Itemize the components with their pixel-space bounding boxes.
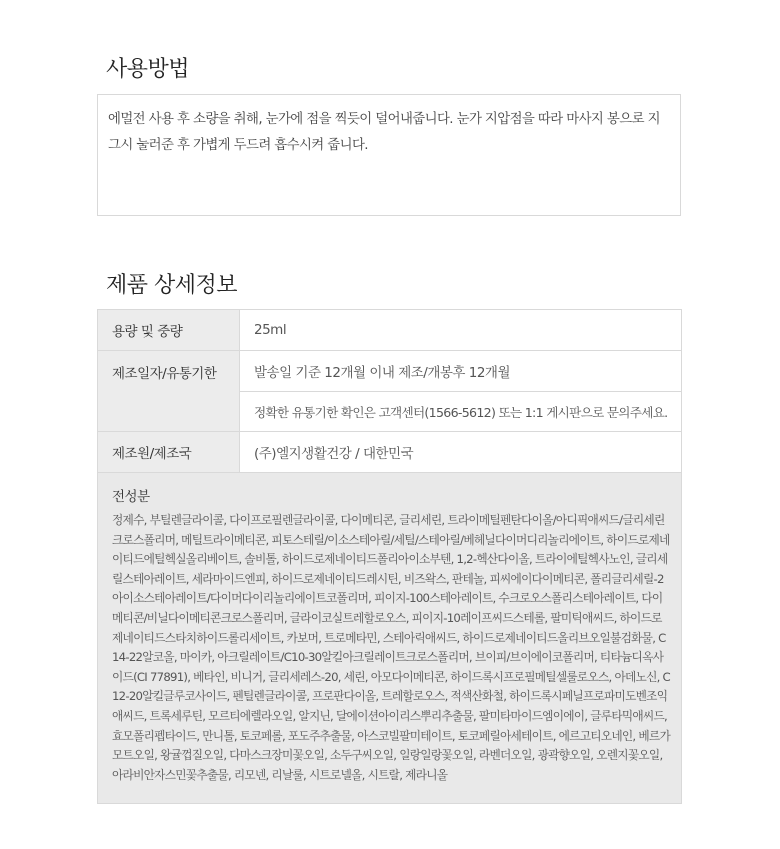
ingredients-block [98,473,681,803]
row-value [240,432,681,472]
value-line: 정확한 유통기한 확인은 고객센터(1566-5612) 또는 1:1 게시판으로 문의주세요. [240,391,681,431]
row-label: 제조원/제조국 [98,432,240,472]
usage-section-title: 사용방법 [106,57,190,82]
table-row [98,351,681,432]
table-row [98,310,681,351]
table-row [98,432,681,473]
row-value [240,310,681,350]
ingredients-title: 전성분 [112,489,150,505]
product-details-table [97,309,682,804]
row-label: 제조일자/유통기한 [98,351,240,431]
ingredients-list: 정제수, 부틸렌글라이콜, 다이프로필렌글라이콜, 다이메티콘, 글리세린, 트라이메틸펜탄다이올/아디픽애씨드/글리세린크로스폴리머, 메틸트라이메티콘, 피토스테릴/이소스테아릴/세틸/스테아릴/베헤닐다이머디리놀리에이트, 하이드로제네이티드에틸헥실올리베이트, 솔비톨, 하이드로제네이티드폴리아이소부텐, 1,2-헥산다이올, 트라이에틸헥사노인, 글리세릴스테아레이트, 세라마이드엔피, 하이드로제네이티드레시틴, 비즈왁스, 판테놀, 피씨에이다이메티콘, 폴리글리세릴-2아이소스테아레이트/다이머다이리놀리에이트코폴리머, 피이지-100스테아레이트, 수크로오스폴리스테아레이트, 다이메티콘/비닐다이메티콘크로스폴리머, 글라이코실트레할로오스, 피이지-10레이프씨드스테롤, 팔미틱애씨드, 하이드로제네이티드스타치하이드롤리세이트, 카보머, 트로메타민, 스테아릭애씨드, 하이드로제네이티드올리브오일불검화물, C14-22알코올, 마이카, 아크릴레이트/C10-30알킬아크릴레이트크로스폴리머, 브이피/브이에이코폴리머, 티타늄디옥사이드(CI 77891), 베타인, 비니거, 글리세레스-20, 세린, 아모다이메티콘, 하이드록시프로필메틸셀룰로오스, 아데노신, C12-20알킬글루코사이드, 펜틸렌글라이콜, 프로판다이올, 트레할로오스, 적색산화철, 하이드록시페닐프로파미도벤조익애씨드, 트록세루틴, 모르티에렐라오일, 알지닌, 달에이션아이리스뿌리추출물, 팔미타마이드엠이에이, 글루타믹애씨드, 효모폴리펩타이드, 만니톨, 토코페롤, 포도주추출물, 아스코빌팔미테이트, 토코페릴아세테이트, 에르고티오네인, 베르가모트오일, 왕귤껍질오일, 다마스크장미꽃오일, 소두구씨오일, 일랑일랑꽃오일, 라벤더오일, 광곽향오일, 오렌지꽃오일, 아라비안자스민꽃추출물, 리모넨, 리날룰, 시트로넬올, 시트랄, 제라니올 [112,513,670,782]
value-line: 발송일 기준 12개월 이내 제조/개봉후 12개월 [254,365,511,381]
usage-description-box [97,94,681,216]
row-label: 용량 및 중량 [98,310,240,350]
details-section-title: 제품 상세정보 [106,273,238,298]
row-value [240,351,681,431]
usage-description: 에멀전 사용 후 소량을 취해, 눈가에 점을 찍듯이 덜어내줍니다. 눈가 지압점을 따라 마사지 봉으로 지그시 눌러준 후 가볍게 두드려 흡수시켜 줍니다. [108,112,660,153]
value-line: 25ml [254,322,287,338]
value-line: (주)엘지생활건강 / 대한민국 [254,446,414,462]
